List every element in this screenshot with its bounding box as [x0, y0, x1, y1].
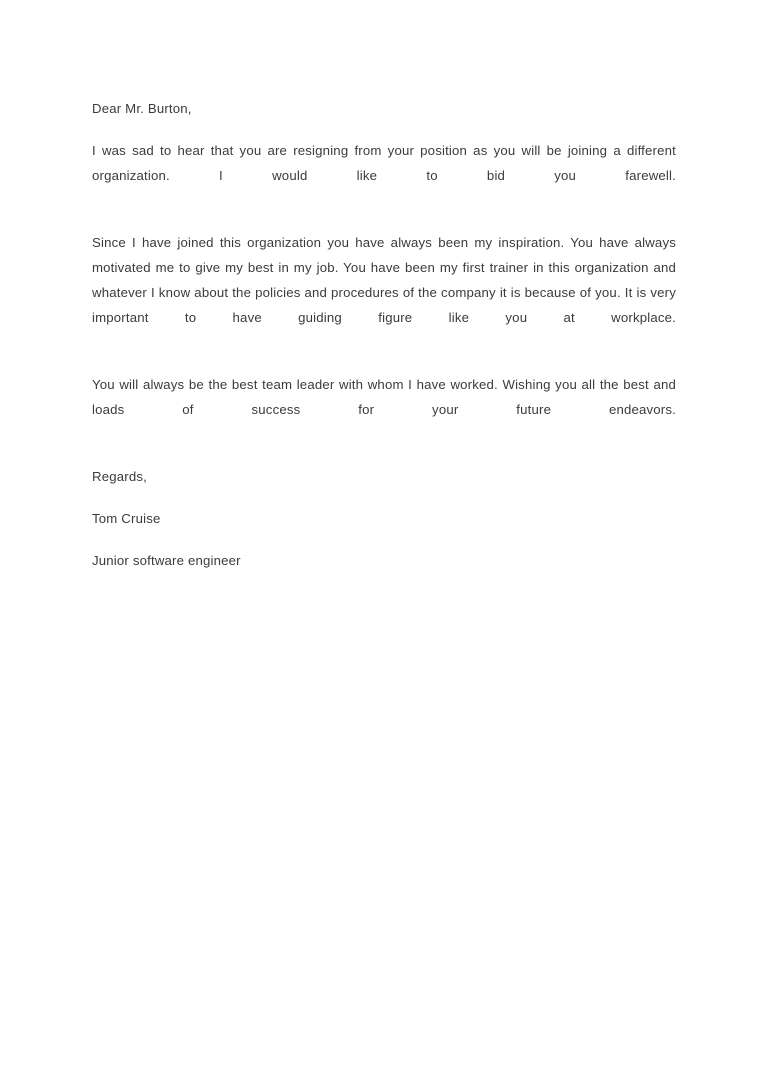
letter-salutation: Dear Mr. Burton, [92, 101, 192, 116]
signature-title: Junior software engineer [92, 553, 241, 568]
letter-closing: Regards, [92, 469, 147, 484]
letter-paragraph-3: You will always be the best team leader with whom I have worked. Wishing you all the best and loads of success for your future endeavors. [92, 377, 676, 417]
letter-body [92, 96, 676, 573]
letter-paragraph-2: Since I have joined this organization you have always been my inspiration. You have always motivated me to give my best in my job. You have been my first trainer in this organization and whatever I know about the policies and procedures of the company it is because of you. It is very important to have guiding figure like you at workplace. [92, 235, 676, 325]
letter-paragraph-1: I was sad to hear that you are resigning from your position as you will be joining a different organization. I would like to bid you farewell. [92, 143, 676, 183]
signature-name: Tom Cruise [92, 511, 161, 526]
